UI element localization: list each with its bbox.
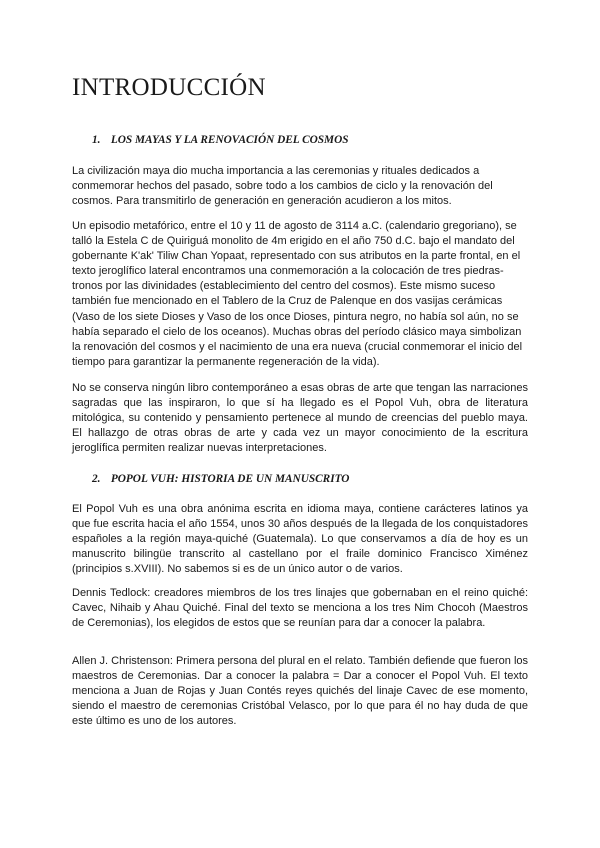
paragraph: Dennis Tedlock: creadores miembros de los tres linajes que gobernaban en el reino quiché: Cavec, Nihaib y Ahau Quiché. Final del texto se menciona a los tres Nim Chocoh (Maestros de Ceremonias), los elegidos de estos que se reunían para dar a conocer la palabra.	[72, 587, 528, 630]
section-number-1: 1.	[92, 134, 101, 146]
paragraph: Un episodio metafórico, entre el 10 y 11 de agosto de 3114 a.C. (calendario gregoriano), se talló la Estela C de Quiriguá monolito de 4m erigido en el año 750 d.C. bajo el mandato del gobernante K'ak' Tiliw Chan Yopaat, representado con sus atributos en la parte frontal, en el texto jeroglífico lateral encontramos una conmemoración a la colocación de tres piedras-tronos por las divinidades (establecimiento del centro del cosmos). Este mismo suceso también fue mencionado en el Tablero de la Cruz de Palenque en dos vasijas cerámicas (Vaso de los siete Dioses y Vaso de los once Dioses, pintura negro, no había sol aún, no se había separado el cielo de los oceanos). Muchas obras del período clásico maya simbolizan la renovación del cosmos y el nacimiento de una era nueva (crucial conmemorar el inicio del tiempo para garantizar la permanente regeneración de la vida).	[72, 220, 523, 368]
section-heading-1	[92, 132, 349, 148]
page-title: INTRODUCCIÓN	[72, 74, 266, 101]
section-title-1: LOS MAYAS Y LA RENOVACIÓN DEL COSMOS	[110, 134, 349, 146]
section-heading-2	[92, 471, 349, 487]
paragraph: No se conserva ningún libro contemporáneo a esas obras de arte que tengan las narraciones sagradas que las inspiraron, lo que sí ha llegado es el Popol Vuh, obra de literatura mitológica, su contenido y pensamiento pertenece al mundo de creencias del pueblo maya. El hallazgo de otras obras de arte y cada vez un mayor conocimiento de la escritura jeroglífica permiten realizar nuevas interpretaciones.	[72, 382, 528, 455]
paragraph: El Popol Vuh es una obra anónima escrita en idioma maya, contiene carácteres latinos ya que fue escrita hacia el año 1554, unos 30 años después de la llegada de los conquistadores españoles a la región maya-quiché (Guatemala). Lo que conservamos a día de hoy es un manuscrito bilingüe transcrito al castellano por el fraile dominico Francisco Ximénez (principios s.XVIII). No sabemos si es de un único autor o de varios.	[72, 503, 528, 576]
paragraph: La civilización maya dio mucha importancia a las ceremonias y rituales dedicados a conmemorar hechos del pasado, sobre todo a los cambios de ciclo y la renovación del cosmos. Para transmitirlo de generación en generación acudieron a los mitos.	[72, 165, 493, 208]
section-number-2: 2.	[92, 473, 101, 485]
paragraph: Allen J. Christenson: Primera persona del plural en el relato. También defiende que fueron los maestros de Ceremonias. Dar a conocer la palabra = Dar a conocer el Popol Vuh. El texto menciona a Juan de Rojas y Juan Contés reyes quichés del linaje Cavec de ese momento, siendo el maestro de ceremonias Cristóbal Velasco, por lo que para él no hay duda de que este último es uno de los autores.	[72, 655, 528, 728]
section-title-2: POPOL VUH: HISTORIA DE UN MANUSCRITO	[110, 473, 350, 485]
